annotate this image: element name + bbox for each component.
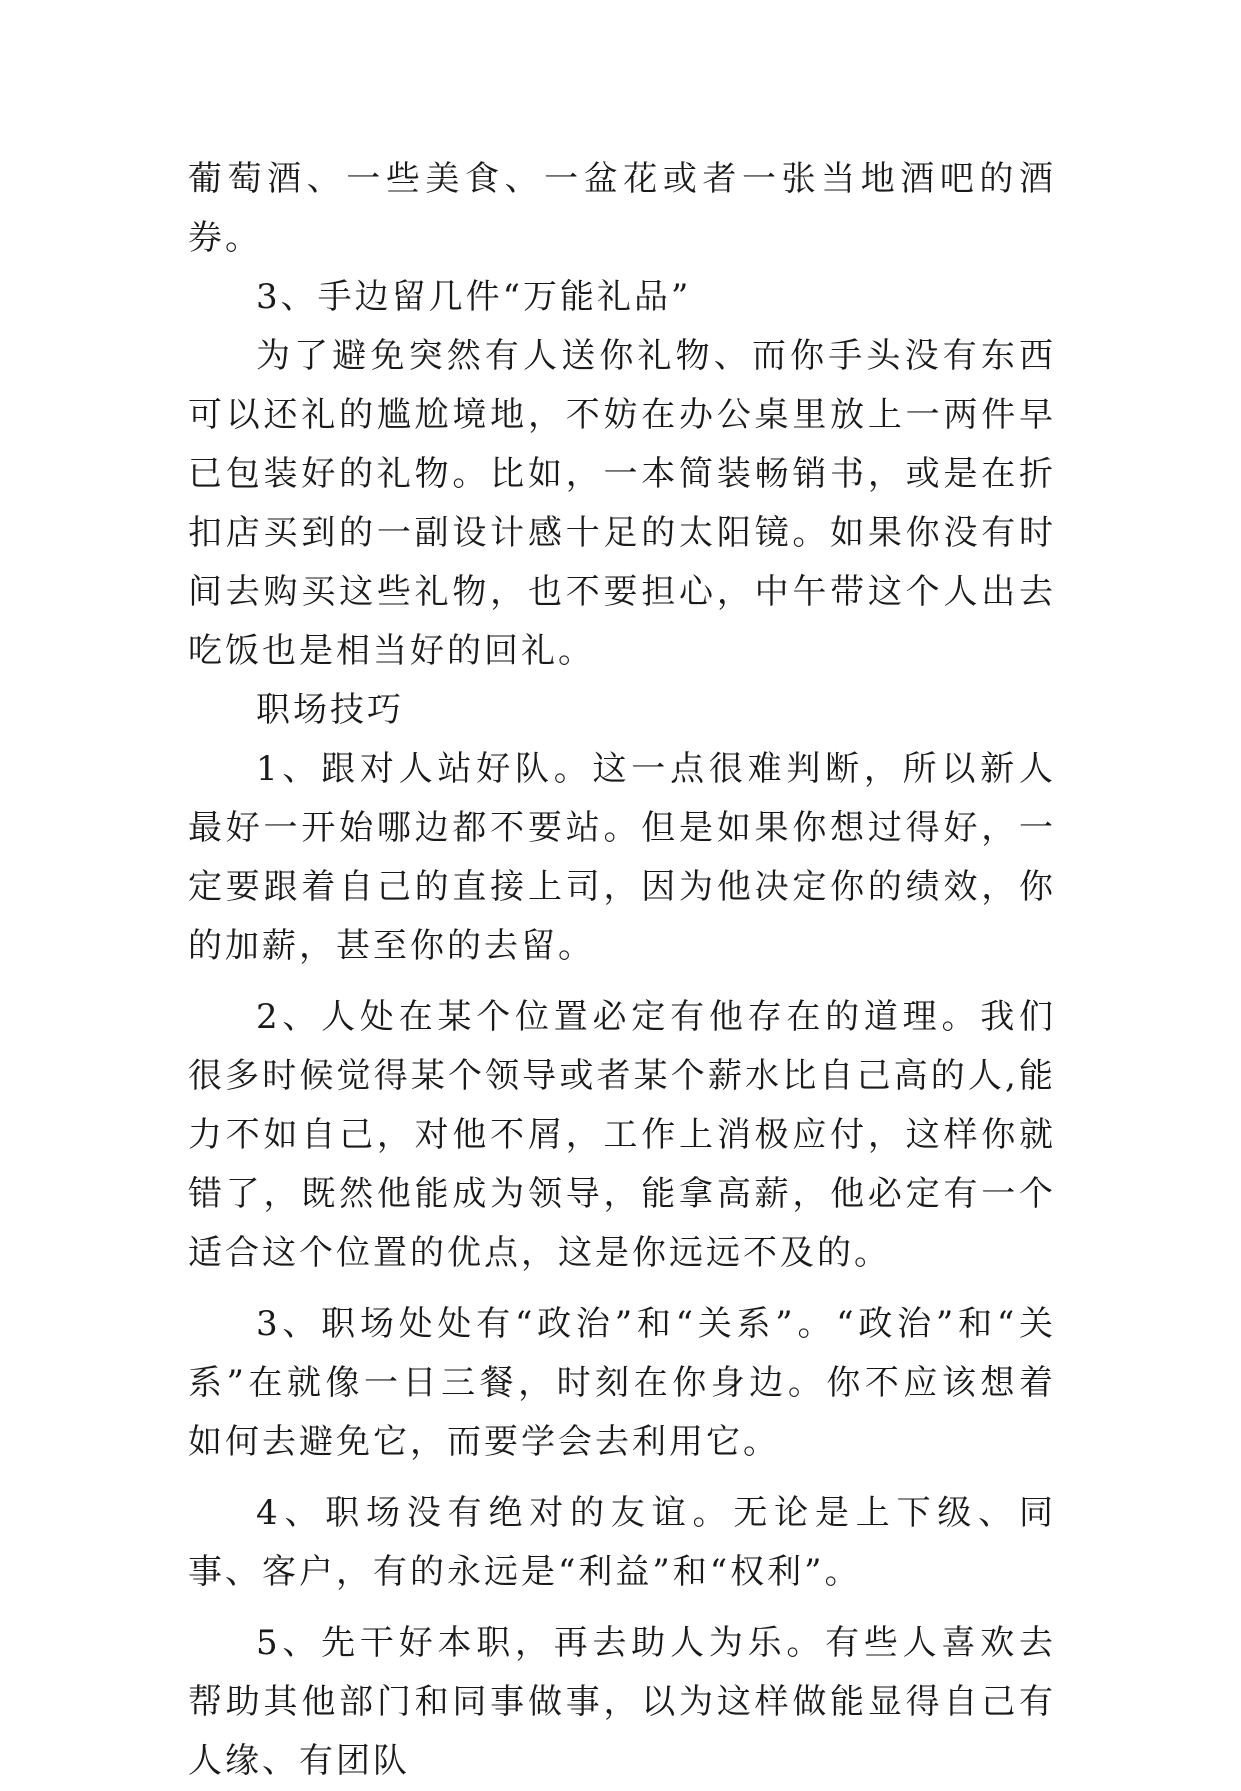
paragraph-tip-4: 4、职场没有绝对的友谊。无论是上下级、同事、客户，有的永远是“利益”和“权利”。 [188, 1493, 1056, 1592]
document-body [188, 150, 1056, 1791]
paragraph-gift-tips: 为了避免突然有人送你礼物、而你手头没有东西可以还礼的尴尬境地，不妨在办公桌里放上一两件早已包装好的礼物。比如，一本简装畅销书，或是在折扣店买到的一副设计感十足的太阳镜。如果你没有时间去购买这些礼物，也不要担心，中午带这个人出去吃饭也是相当好的回礼。 [188, 336, 1056, 671]
paragraph-tip-5: 5、先干好本职，再去助人为乐。有些人喜欢去帮助其他部门和同事做事，以为这样做能显得自己有人缘、有团队 [188, 1623, 1056, 1781]
section-heading-workplace-tips: 职场技巧 [256, 690, 404, 730]
paragraph-continuation: 葡萄酒、一些美食、一盆花或者一张当地酒吧的酒券。 [188, 159, 1056, 258]
paragraph-gift-heading: 3、手边留几件“万能礼品” [256, 277, 692, 317]
paragraph-tip-1: 1、跟对人站好队。这一点很难判断，所以新人最好一开始哪边都不要站。但是如果你想过得好，一定要跟着自己的直接上司，因为他决定你的绩效，你的加薪，甚至你的去留。 [188, 749, 1056, 966]
paragraph-tip-3: 3、职场处处有“政治”和“关系”。“政治”和“关系”在就像一日三餐，时刻在你身边。你不应该想着如何去避免它，而要学会去利用它。 [188, 1304, 1056, 1462]
paragraph-tip-2: 2、人处在某个位置必定有他存在的道理。我们很多时候觉得某个领导或者某个薪水比自己高的人,能力不如自己，对他不屑，工作上消极应付，这样你就错了，既然他能成为领导，能拿高薪，他必定有一个适合这个位置的优点，这是你远远不及的。 [188, 997, 1056, 1273]
